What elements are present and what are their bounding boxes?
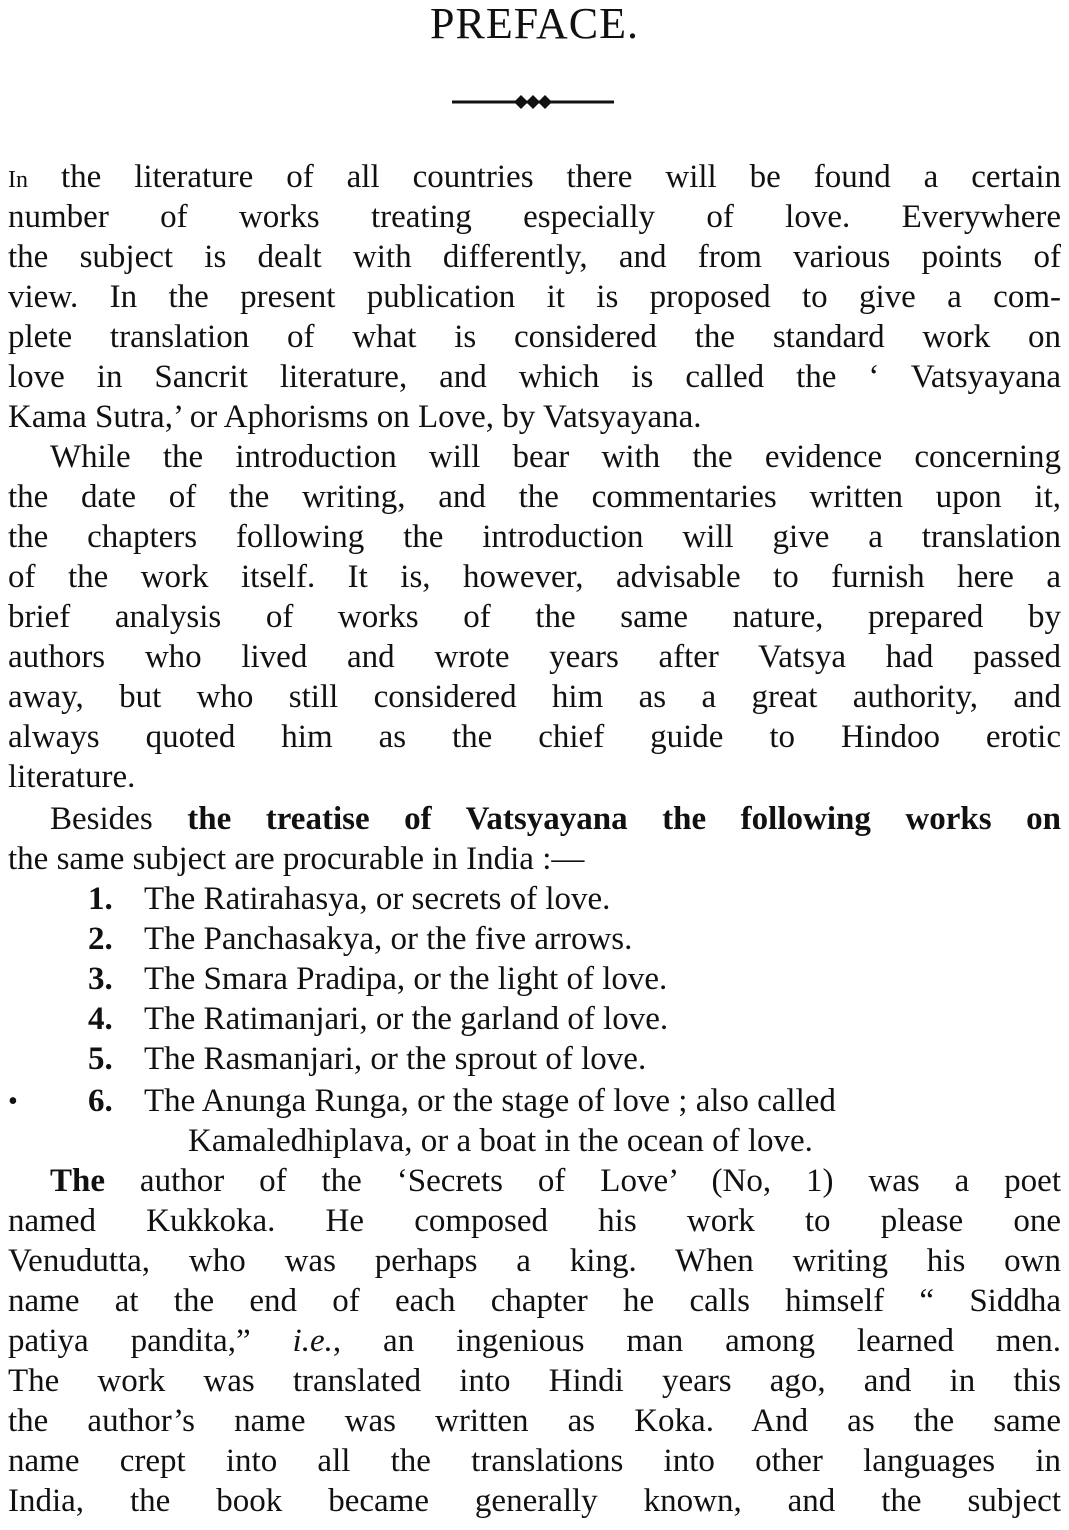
ornament-divider [452,92,614,112]
paragraph-2-line-2: the date of the writing, and the commentaries written upon it, [8,479,1061,515]
page-title: PREFACE. [430,0,639,48]
paragraph-4-line-1: The author of the ‘Secrets of Love’ (No, 1) was a poet [50,1163,1061,1199]
drop-in-word: In [8,167,28,193]
paragraph-4-line-4: name at the end of each chapter he calls himself “ Siddha [8,1283,1061,1319]
paragraph-2-line-3: the chapters following the introduction will give a translation [8,519,1061,555]
list-number-1: 1. [88,881,113,917]
paragraph-4-line-8: name crept into all the translations into other languages in [8,1443,1061,1479]
list-item-1: The Ratirahasya, or secrets of love. [144,881,611,917]
paragraph-2-line-8: always quoted him as the chief guide to Hindoo erotic [8,719,1061,755]
paragraph-4-line-6: The work was translated into Hindi years ago, and in this [8,1363,1061,1399]
list-item-5: The Rasmanjari, or the sprout of love. [144,1041,647,1077]
paragraph-1-line-5: plete translation of what is considered the standard work on [8,319,1061,355]
paragraph-4-line-3: Venudutta, who was perhaps a king. When writing his own [8,1243,1061,1279]
list-number-4: 4. [88,1001,113,1037]
list-item-6: The Anunga Runga, or the stage of love ; also called [144,1083,836,1119]
paragraph-4-line-2: named Kukkoka. He composed his work to please one [8,1203,1061,1239]
paragraph-1-line-7: Kama Sutra,’ or Aphorisms on Love, by Vatsyayana. [8,399,702,435]
paragraph-4-line-9: India, the book became generally known, and the subject [8,1483,1061,1519]
paragraph-2-line-7: away, but who still considered him as a great authority, and [8,679,1061,715]
paragraph-4-line-5: patiya pandita,” i.e., an ingenious man among learned men. [8,1323,1061,1359]
paragraph-1-line-6: love in Sancrit literature, and which is called the ‘ Vatsyayana [8,359,1061,395]
list-number-5: 5. [88,1041,113,1077]
list-number-6: 6. [88,1083,113,1119]
list-number-2: 2. [88,921,113,957]
paragraph-3-line-1: Besides the treatise of Vatsyayana the following works on [50,801,1061,837]
paragraph-2-line-5: brief analysis of works of the same nature, prepared by [8,599,1061,635]
margin-mark: • [8,1086,18,1117]
list-item-4: The Ratimanjari, or the garland of love. [144,1001,669,1037]
paragraph-1-line-3: the subject is dealt with differently, and from various points of [8,239,1061,275]
list-number-3: 3. [88,961,113,997]
paragraph-4-line-7: the author’s name was written as Koka. And as the same [8,1403,1061,1439]
paragraph-3-line-2: the same subject are procurable in India :— [8,841,585,877]
list-item-3: The Smara Pradipa, or the light of love. [144,961,668,997]
paragraph-2-line-1: While the introduction will bear with the evidence concerning [50,439,1061,475]
paragraph-1-line-1: In the literature of all countries there will be found a certain [8,159,1061,195]
paragraph-2-line-4: of the work itself. It is, however, advisable to furnish here a [8,559,1061,595]
paragraph-2-line-6: authors who lived and wrote years after Vatsya had passed [8,639,1061,675]
list-item-2: The Panchasakya, or the five arrows. [144,921,633,957]
paragraph-2-line-9: literature. [8,759,136,795]
list-item-6-continuation: Kamaledhiplava, or a boat in the ocean of love. [188,1123,813,1159]
paragraph-1-line-4: view. In the present publication it is proposed to give a com- [8,279,1061,315]
paragraph-1-line-2: number of works treating especially of love. Everywhere [8,199,1061,235]
